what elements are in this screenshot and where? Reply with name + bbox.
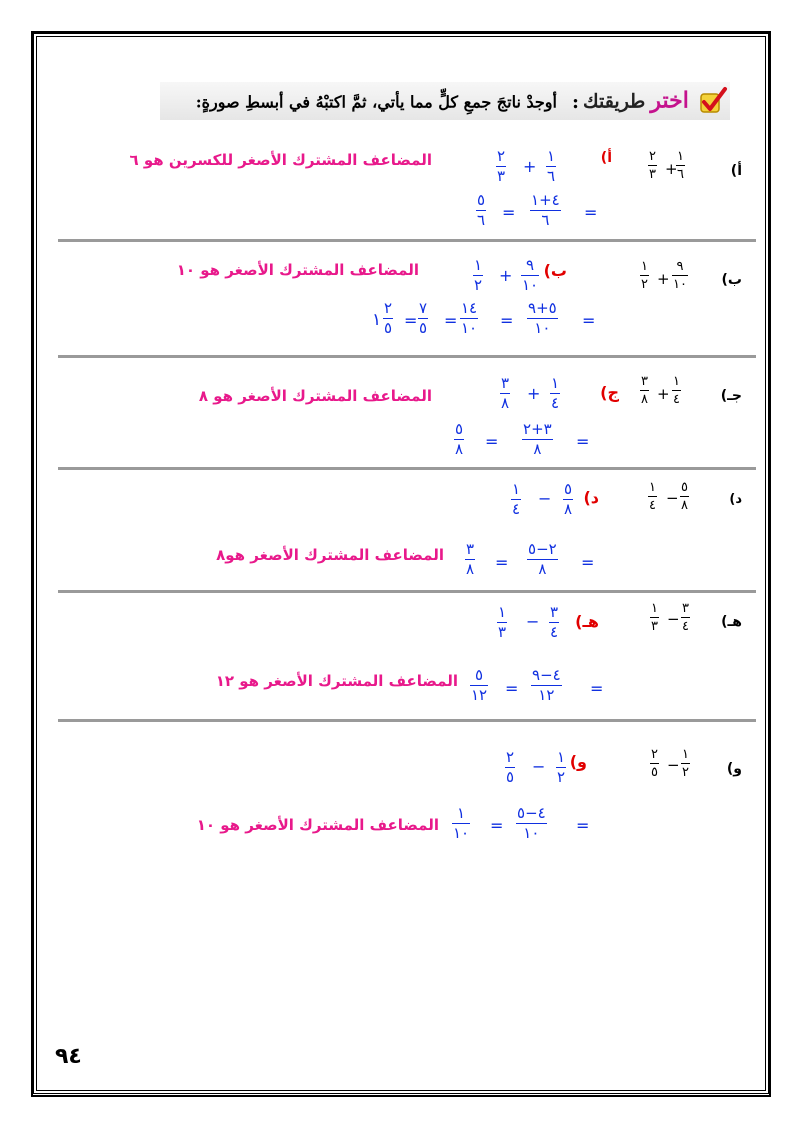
problem-letter: جـ) — [720, 388, 742, 404]
header-title: اختر — [650, 87, 689, 114]
equals-sign: = — [576, 432, 590, 451]
operator: − — [667, 756, 680, 774]
answer-fraction: ١ ٢ — [557, 748, 566, 786]
operator: + — [665, 160, 678, 178]
result-fraction: ١ ١٠ — [453, 804, 470, 842]
operator: − — [667, 610, 680, 628]
result-fraction: ٥ ١٢ — [471, 666, 488, 704]
step-fraction: ٥+٩ ١٠ — [528, 299, 557, 337]
step-fraction: ٣+٢ ٨ — [523, 420, 552, 458]
lcm-note: المضاعف المشترك الأصغر للكسرين هو ٦ — [129, 151, 432, 169]
answer-fraction: ٢ ٣ — [497, 147, 506, 185]
check-icon — [698, 86, 728, 120]
question-fraction: ٩ ١٠ — [673, 259, 687, 292]
header-instruction: أوجدْ ناتجَ جمعِ كلٍّ مما يأتي، ثمَّ اكتبْهُ في أبسطِ صورةٍ: — [195, 92, 557, 112]
question-fraction: ٢ ٣ — [649, 149, 656, 182]
answer-fraction: ١ ٤ — [551, 374, 560, 412]
problem-letter: د) — [729, 492, 742, 507]
separator-line — [58, 467, 756, 470]
question-fraction: ١ ٦ — [677, 149, 684, 182]
equals-sign: = — [490, 816, 504, 835]
problem-letter: أ) — [730, 163, 742, 179]
problem-letter: ب) — [721, 272, 742, 288]
header-subtitle: طريقتك — [583, 90, 646, 113]
operator: − — [526, 612, 540, 631]
equals-sign: = — [404, 311, 418, 330]
answer-letter: ب) — [543, 261, 567, 280]
equals-sign: = — [485, 432, 499, 451]
answer-fraction: ٩ ١٠ — [522, 256, 539, 294]
result-fraction: ٥ ٨ — [455, 420, 464, 458]
lcm-note: المضاعف المشترك الأصغر هو ٨ — [198, 387, 432, 405]
step-fraction: ٧ ٥ — [419, 299, 428, 337]
lcm-note: المضاعف المشترك الأصغر هو ١٠ — [176, 261, 419, 279]
question-fraction: ١ ٢ — [682, 747, 689, 780]
mixed-whole-number: ١ — [372, 310, 382, 330]
separator-line — [58, 355, 756, 358]
header — [196, 86, 728, 120]
separator-line — [58, 590, 756, 593]
answer-fraction: ٣ ٤ — [550, 603, 559, 641]
question-fraction: ١ ٤ — [673, 374, 680, 407]
answer-letter: هـ) — [575, 612, 599, 631]
question-fraction: ١ ٢ — [641, 259, 648, 292]
step-fraction: ٢−٥ ٨ — [528, 540, 557, 578]
lcm-note: المضاعف المشترك الأصغر هو ١٢ — [215, 672, 458, 690]
equals-sign: = — [444, 311, 458, 330]
equals-sign: = — [502, 203, 516, 222]
result-fraction: ٥ ٦ — [477, 191, 486, 229]
answer-letter: ج) — [600, 383, 619, 402]
answer-fraction: ٢ ٥ — [506, 748, 515, 786]
step-fraction: ١٤ ١٠ — [461, 299, 478, 337]
answer-letter: د) — [583, 488, 599, 507]
step-fraction: ٤+١ ٦ — [531, 191, 560, 229]
problem-letter: و) — [726, 761, 742, 777]
equals-sign: = — [582, 311, 596, 330]
answer-fraction: ١ ٦ — [547, 147, 556, 185]
header-colon: : — [572, 90, 580, 113]
equals-sign: = — [505, 679, 519, 698]
question-fraction: ٣ ٨ — [641, 374, 648, 407]
result-fraction: ٢ ٥ — [384, 299, 393, 337]
operator: + — [657, 270, 670, 288]
question-fraction: ١ ٣ — [651, 601, 658, 634]
separator-line — [58, 239, 756, 242]
operator: + — [527, 384, 541, 403]
operator: + — [657, 385, 670, 403]
operator: − — [538, 489, 552, 508]
answer-letter: و) — [569, 752, 587, 771]
equals-sign: = — [500, 311, 514, 330]
answer-fraction: ١ ٤ — [512, 480, 521, 518]
question-fraction: ٢ ٥ — [651, 747, 658, 780]
operator: + — [523, 157, 537, 176]
equals-sign: = — [590, 679, 604, 698]
answer-fraction: ١ ٢ — [474, 256, 483, 294]
question-fraction: ١ ٤ — [649, 480, 656, 513]
step-fraction: ٤−٩ ١٢ — [532, 666, 561, 704]
page-number: ٩٤ — [55, 1044, 82, 1069]
question-fraction: ٣ ٤ — [682, 601, 689, 634]
problem-letter: هـ) — [721, 614, 742, 630]
answer-fraction: ٣ ٨ — [501, 374, 510, 412]
equals-sign: = — [495, 553, 509, 572]
answer-fraction: ٥ ٨ — [564, 480, 573, 518]
separator-line — [58, 719, 756, 722]
equals-sign: = — [581, 553, 595, 572]
answer-fraction: ١ ٣ — [498, 603, 507, 641]
equals-sign: = — [584, 203, 598, 222]
answer-letter: أ) — [600, 150, 612, 166]
lcm-note: المضاعف المشترك الأصغر هو ١٠ — [196, 816, 439, 834]
question-fraction: ٥ ٨ — [681, 480, 688, 513]
equals-sign: = — [576, 816, 590, 835]
operator: + — [499, 266, 513, 285]
operator: − — [666, 489, 679, 507]
lcm-note: المضاعف المشترك الأصغر هو٨ — [216, 546, 444, 564]
step-fraction: ٤−٥ ١٠ — [517, 804, 546, 842]
result-fraction: ٣ ٨ — [466, 540, 475, 578]
operator: − — [532, 757, 546, 776]
